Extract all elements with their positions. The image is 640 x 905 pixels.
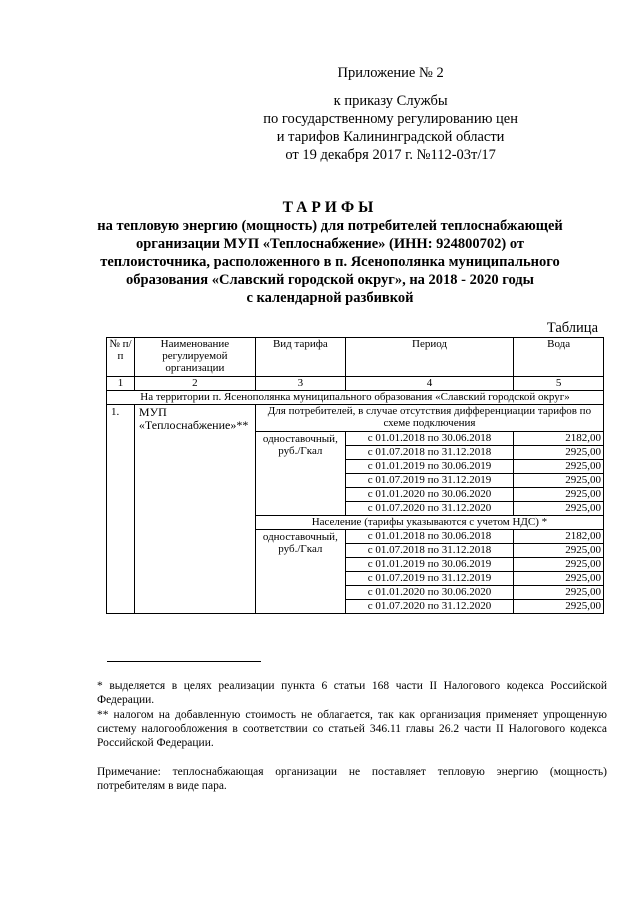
title-main: ТАРИФЫ bbox=[282, 199, 378, 216]
table-header-row bbox=[107, 338, 604, 377]
group-title: Для потребителей, в случае отсутствия дифференциации тарифов по схеме подключения bbox=[255, 405, 603, 432]
territory-cell: На территории п. Ясенополянка муниципального образования «Славский городской округ» bbox=[107, 391, 604, 405]
title-line: теплоисточника, расположенного в п. Ясенополянка муниципального bbox=[100, 254, 560, 270]
appendix-line: по государственному регулированию цен bbox=[263, 111, 518, 127]
title-line: с календарной разбивкой bbox=[246, 290, 414, 306]
title-line: на тепловую энергию (мощность) для потребителей теплоснабжающей bbox=[97, 218, 563, 234]
column-number-row bbox=[107, 377, 604, 391]
footnote-divider bbox=[107, 661, 261, 662]
header-cell: Вид тарифа bbox=[255, 338, 345, 377]
header-cell: Вода bbox=[514, 338, 604, 377]
appendix-header bbox=[263, 64, 518, 164]
appendix-line: от 19 декабря 2017 г. №112-03т/17 bbox=[285, 147, 496, 163]
value-cell: 2925,00 bbox=[514, 558, 604, 572]
period-cell: с 01.01.2019 по 30.06.2019 bbox=[345, 460, 513, 474]
value-cell: 2182,00 bbox=[514, 530, 604, 544]
value-cell: 2925,00 bbox=[514, 446, 604, 460]
appendix-line: и тарифов Калининградской области bbox=[276, 129, 505, 145]
header-cell: Наименование регулируемой организации bbox=[134, 338, 255, 377]
group-title-row bbox=[107, 405, 604, 432]
period-cell: с 01.01.2020 по 30.06.2020 bbox=[345, 488, 513, 502]
period-cell: с 01.07.2020 по 31.12.2020 bbox=[345, 502, 513, 516]
row-number: 1. bbox=[107, 405, 135, 614]
period-cell: с 01.07.2018 по 31.12.2018 bbox=[345, 446, 513, 460]
value-cell: 2925,00 bbox=[514, 572, 604, 586]
value-cell: 2925,00 bbox=[514, 460, 604, 474]
value-cell: 2925,00 bbox=[514, 586, 604, 600]
tariff-type: одноставочный, руб./Гкал bbox=[255, 530, 345, 614]
appendix-number: Приложение № 2 bbox=[337, 65, 444, 81]
footnote-1: * выделяется в целях реализации пункта 6 статьи 168 части II Налогового кодекса Российской Федерации. bbox=[97, 680, 607, 706]
column-number: 2 bbox=[134, 377, 255, 391]
group-title: Население (тарифы указываются с учетом НДС) * bbox=[255, 516, 603, 530]
column-number: 4 bbox=[345, 377, 513, 391]
column-number: 3 bbox=[255, 377, 345, 391]
period-cell: с 01.07.2018 по 31.12.2018 bbox=[345, 544, 513, 558]
value-cell: 2925,00 bbox=[514, 488, 604, 502]
value-cell: 2925,00 bbox=[514, 474, 604, 488]
period-cell: с 01.07.2019 по 31.12.2019 bbox=[345, 474, 513, 488]
table-caption: Таблица bbox=[546, 320, 598, 336]
column-number: 1 bbox=[107, 377, 135, 391]
tariff-table bbox=[106, 337, 604, 614]
period-cell: с 01.01.2018 по 30.06.2018 bbox=[345, 432, 513, 446]
title-line: организации МУП «Теплоснабжение» (ИНН: 924800702) от bbox=[135, 236, 525, 252]
value-cell: 2182,00 bbox=[514, 432, 604, 446]
territory-row bbox=[107, 391, 604, 405]
title-line: образования «Славский городской округ», на 2018 - 2020 годы bbox=[126, 272, 534, 288]
column-number: 5 bbox=[514, 377, 604, 391]
header-cell: № п/п bbox=[107, 338, 135, 377]
period-cell: с 01.07.2019 по 31.12.2019 bbox=[345, 572, 513, 586]
value-cell: 2925,00 bbox=[514, 544, 604, 558]
organization-name: МУП «Теплоснабжение»** bbox=[134, 405, 255, 614]
footnote-2: ** налогом на добавленную стоимость не облагается, так как организация применяет упрощенную систему налогообложения в соответствии со статьей 346.11 главы 26.2 части II Налогового кодекса Российской Федерации. bbox=[97, 709, 607, 749]
period-cell: с 01.01.2020 по 30.06.2020 bbox=[345, 586, 513, 600]
period-cell: с 01.01.2018 по 30.06.2018 bbox=[345, 530, 513, 544]
document-title bbox=[95, 199, 565, 307]
value-cell: 2925,00 bbox=[514, 502, 604, 516]
value-cell: 2925,00 bbox=[514, 600, 604, 614]
appendix-line: к приказу Службы bbox=[333, 93, 448, 109]
tariff-type: одноставочный, руб./Гкал bbox=[255, 432, 345, 516]
period-cell: с 01.01.2019 по 30.06.2019 bbox=[345, 558, 513, 572]
note-text: Примечание: теплоснабжающая организации не поставляет тепловую энергию (мощность) потребителям в виде пара. bbox=[97, 766, 607, 792]
period-cell: с 01.07.2020 по 31.12.2020 bbox=[345, 600, 513, 614]
header-cell: Период bbox=[345, 338, 513, 377]
